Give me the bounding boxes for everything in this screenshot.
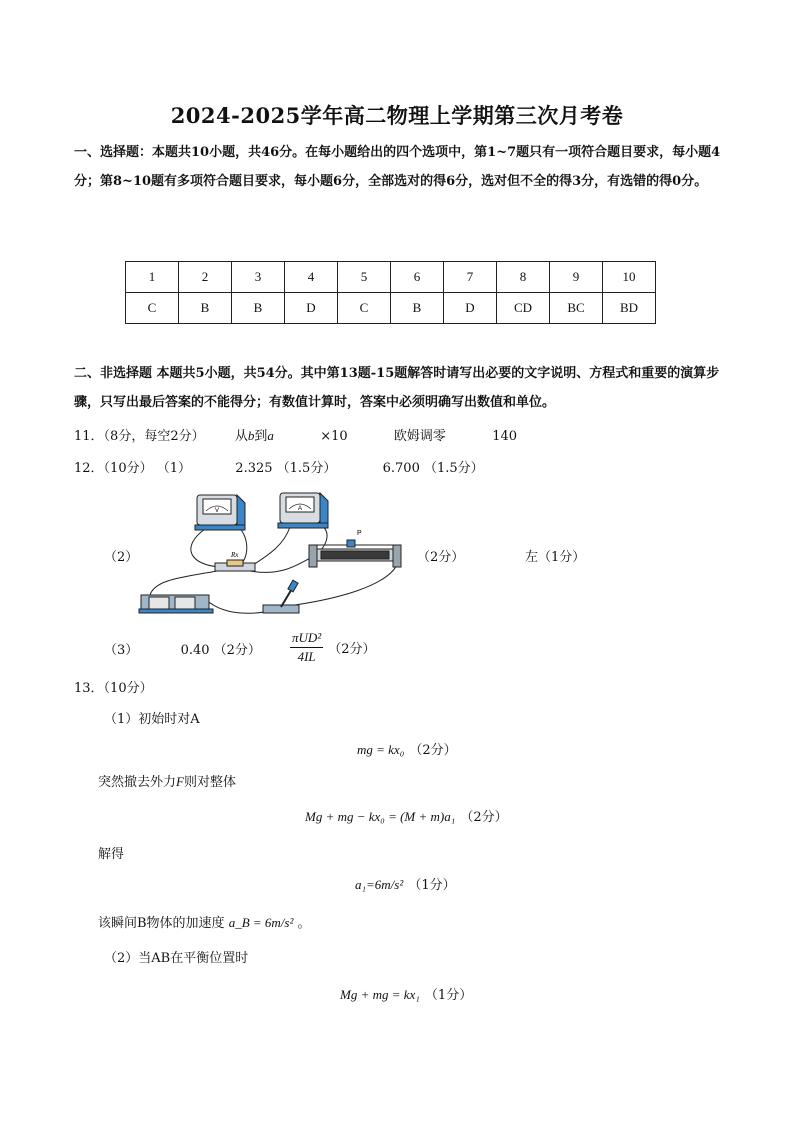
section1-instructions: 一、选择题：本题共10小题，共46分。在每小题给出的四个选项中，第1~7题只有一项符合题目要求，每小题4分；第8~10题有多项符合题目要求，每小题6分，全部选对的得6分，选对但不全的得3分，有选错的得0分。	[74, 145, 721, 189]
q12-score-2: （1.5分）	[423, 461, 484, 476]
q12-part1: （1）	[156, 461, 192, 476]
answer-table-answer-cell: B	[391, 293, 444, 324]
answer-table-answer-cell: BD	[603, 293, 656, 324]
q13-eq3: a₁=6m/s²	[355, 877, 404, 892]
q12-part2: （2）	[104, 550, 139, 565]
answer-table-number-cell: 3	[232, 262, 285, 293]
q13-eq3-line	[355, 874, 456, 893]
switch	[263, 580, 299, 613]
ammeter	[278, 493, 328, 528]
resistor-rx	[215, 551, 255, 571]
q13-part1: （1）初始时对A	[104, 712, 200, 727]
q12-score-5: （2分）	[213, 643, 261, 658]
battery	[139, 595, 213, 613]
answer-table-answer-cell: BC	[550, 293, 603, 324]
q11-answer-2: ×10	[320, 429, 348, 444]
q13-text-2: 解得	[98, 847, 125, 862]
q12-line	[74, 457, 484, 476]
q12-score-6: （2分）	[328, 642, 376, 657]
answer-table-number-cell: 6	[391, 262, 444, 293]
q13-eq4: a_B = 6m/s²	[228, 915, 294, 930]
q12-resistivity-formula	[290, 630, 376, 665]
q12-answer-2: 6.700	[382, 461, 420, 476]
q13-eq2-line	[305, 806, 508, 825]
answer-table	[125, 261, 656, 324]
q13-eq1: mg = kx₀	[357, 742, 405, 757]
answer-table-number-cell: 5	[338, 262, 391, 293]
q13-label: 13．（10分）	[74, 681, 153, 696]
q13-eq2: Mg + mg − kx₀ = (M + m)a₁	[305, 809, 456, 824]
formula-numerator: πUD²	[290, 630, 323, 648]
answer-table-number-cell: 8	[497, 262, 550, 293]
q12-answer-1: 2.325	[235, 461, 273, 476]
q12-part3: （3）	[104, 643, 139, 658]
answer-table-number-cell: 2	[179, 262, 232, 293]
answer-table-answer-cell: C	[338, 293, 391, 324]
answer-table-number-cell: 10	[603, 262, 656, 293]
answer-table-answer-cell: B	[232, 293, 285, 324]
q12-answer-3: 左（1分）	[525, 550, 586, 565]
rheostat	[309, 530, 401, 567]
answer-table-number-cell: 1	[126, 262, 179, 293]
q11-answer-4: 140	[492, 429, 518, 444]
circuit-diagram	[135, 487, 405, 622]
q12-score-3: （2分）	[417, 550, 465, 565]
q13-eq5-line	[340, 984, 472, 1003]
q11-answer-1: 从b到a	[234, 428, 274, 444]
q12-score-1: （1.5分）	[276, 461, 337, 476]
q13-text-3: 该瞬间B物体的加速度 a_B = 6m/s² 。	[98, 915, 311, 931]
q13-score-1: （2分）	[409, 743, 457, 758]
q13-text-1: 突然撤去外力F则对整体	[98, 774, 236, 790]
section2-instructions: 二、非选择题 本题共5小题，共54分。其中第13题-15题解答时请写出必要的文字说明、方程式和重要的演算步骤，只写出最后答案的不能得分；有数值计算时，答案中必须明确写出数值和单位。	[74, 366, 720, 410]
q13-eq1-line	[357, 739, 457, 758]
q11-line	[74, 425, 517, 444]
answer-table-answers-row	[126, 293, 656, 324]
q13-score-3: （1分）	[408, 878, 456, 893]
rheostat-label: P	[357, 530, 362, 537]
answer-table-numbers-row	[126, 262, 656, 293]
answer-table-number-cell: 9	[550, 262, 603, 293]
q12-label: 12．（10分）	[74, 461, 153, 476]
rx-label: Rx	[231, 551, 239, 559]
answer-table-answer-cell: B	[179, 293, 232, 324]
answer-table-answer-cell: D	[285, 293, 338, 324]
q11-label: 11．（8分，每空2分）	[74, 429, 205, 444]
answer-table-number-cell: 4	[285, 262, 338, 293]
q13-eq5: Mg + mg = kx₁	[340, 987, 420, 1002]
voltmeter	[195, 495, 245, 530]
answer-table-number-cell: 7	[444, 262, 497, 293]
q13-score-2: （2分）	[460, 810, 508, 825]
answer-table-answer-cell: C	[126, 293, 179, 324]
ammeter-label: A	[297, 506, 303, 512]
q12-answer-4: 0.40	[180, 643, 210, 658]
answer-table-answer-cell: D	[444, 293, 497, 324]
q13-score-5: （1分）	[424, 988, 473, 1003]
formula-denominator: 4IL	[297, 649, 316, 664]
answer-table-answer-cell: CD	[497, 293, 550, 324]
q12-part3-line	[104, 639, 261, 658]
q11-answer-3: 欧姆调零	[393, 429, 446, 444]
page-title: 2024-2025学年高二物理上学期第三次月考卷	[170, 103, 624, 128]
voltmeter-label: V	[214, 508, 220, 514]
q13-part2: （2）当AB在平衡位置时	[104, 951, 249, 966]
